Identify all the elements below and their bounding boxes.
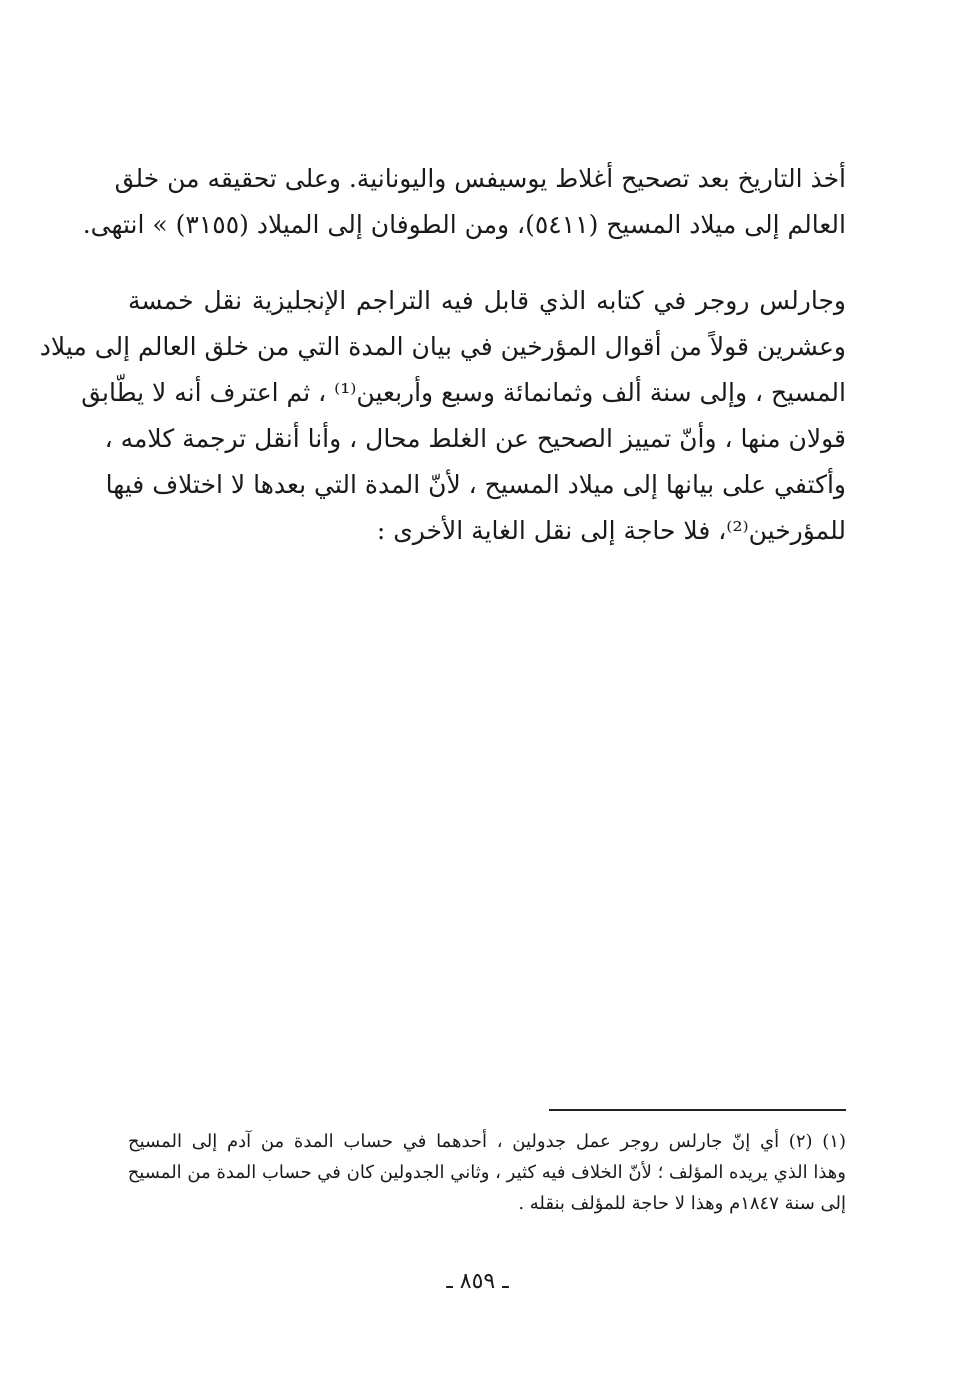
paragraph-2-line-1: وجارلس روجر في كتابه الذي قابل فيه التراجم الإنجليزية نقل خمسة <box>128 286 846 315</box>
footnote-line-1: (١) (٢) أي إنّ جارلس روجر عمل جدولين ، أحدهما في حساب المدة من آدم إلى المسيح <box>128 1131 846 1152</box>
paragraph-2 <box>39 278 846 554</box>
paragraph-2-line-4: قولان منها ، وأنّ تمييز الصحيح عن الغلط محال ، وأنا أنقل ترجمة كلامه ، <box>104 424 846 453</box>
paragraph-1 <box>82 156 846 248</box>
footnote-separator <box>549 1109 846 1111</box>
paragraph-1-line-2: العالم إلى ميلاد المسيح (٥٤١١)، ومن الطوفان إلى الميلاد (٣١٥٥) » انتهى. <box>82 210 846 239</box>
paragraph-2-line-6: للمؤرخين⁽²⁾، فلا حاجة إلى نقل الغاية الأخرى : <box>376 516 846 545</box>
footnote-line-2: وهذا الذي يريده المؤلف ؛ لأنّ الخلاف فيه كثير ، وثاني الجدولين كان في حساب المدة من المسيح <box>127 1162 846 1183</box>
page-number: ـ ٨٥٩ ـ <box>446 1269 509 1294</box>
paragraph-1-line-1: أخذ التاريخ بعد تصحيح أغلاط يوسيفس واليونانية. وعلى تحقيقه من خلق <box>114 164 846 193</box>
footnote-line-3: إلى سنة ١٨٤٧م وهذا لا حاجة للمؤلف بنقله . <box>518 1193 846 1214</box>
paragraph-2-line-3: المسيح ، وإلى سنة ألف وثمانمائة وسبع وأربعين⁽¹⁾ ، ثم اعترف أنه لا يطّابق <box>81 378 846 407</box>
paragraph-2-line-2: وعشرين قولاً من أقوال المؤرخين في بيان المدة التي من خلق العالم إلى ميلاد <box>39 332 846 361</box>
footnotes <box>128 1126 846 1219</box>
paragraph-2-line-5: وأكتفي على بيانها إلى ميلاد المسيح ، لأنّ المدة التي بعدها لا اختلاف فيها <box>105 470 846 499</box>
